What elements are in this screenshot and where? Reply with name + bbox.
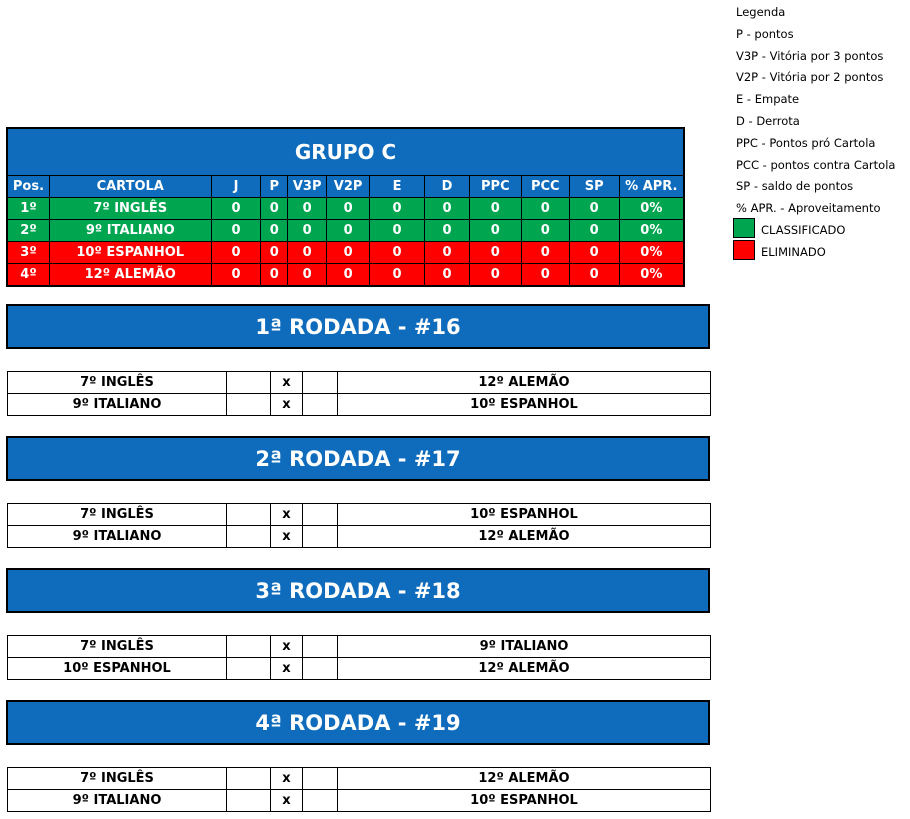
- header-v3p: V3P: [288, 176, 327, 198]
- round-1-matches: [7, 371, 711, 416]
- home-score[interactable]: [227, 526, 271, 548]
- cell-cartola: 9º ITALIANO: [49, 220, 211, 242]
- match-row: [8, 526, 711, 548]
- cell-d: 0: [425, 264, 470, 286]
- legend-item: E - Empate: [736, 92, 800, 106]
- round-1-banner: 1ª RODADA - #16: [6, 304, 710, 349]
- cell-e: 0: [369, 242, 424, 264]
- classificado-swatch: [733, 218, 755, 238]
- legend-item: % APR. - Aproveitamento: [736, 201, 881, 215]
- home-team: 7º INGLÊS: [8, 768, 227, 790]
- cell-v3p: 0: [288, 220, 327, 242]
- header-p: P: [261, 176, 288, 198]
- away-score[interactable]: [303, 394, 338, 416]
- legend-title: Legenda: [736, 5, 786, 19]
- header-apr: % APR.: [619, 176, 683, 198]
- cell-j: 0: [211, 242, 261, 264]
- away-score[interactable]: [303, 768, 338, 790]
- group-title: GRUPO C: [8, 129, 683, 176]
- cell-p: 0: [261, 242, 288, 264]
- header-ppc: PPC: [469, 176, 521, 198]
- cell-e: 0: [369, 264, 424, 286]
- cell-v2p: 0: [327, 198, 370, 220]
- away-score[interactable]: [303, 658, 338, 680]
- away-score[interactable]: [303, 504, 338, 526]
- home-score[interactable]: [227, 790, 271, 812]
- cell-pos: 2º: [8, 220, 49, 242]
- versus: x: [271, 636, 303, 658]
- legend-item: PCC - pontos contra Cartola: [736, 158, 896, 172]
- header-d: D: [425, 176, 470, 198]
- away-team: 12º ALEMÃO: [338, 768, 711, 790]
- cell-j: 0: [211, 220, 261, 242]
- match-row: [8, 790, 711, 812]
- cell-pos: 4º: [8, 264, 49, 286]
- cell-d: 0: [425, 220, 470, 242]
- cell-v2p: 0: [327, 242, 370, 264]
- cell-apr: 0%: [619, 220, 683, 242]
- home-team: 10º ESPANHOL: [8, 658, 227, 680]
- cell-ppc: 0: [469, 220, 521, 242]
- legend-item: D - Derrota: [736, 114, 800, 128]
- round-3-banner: 3ª RODADA - #18: [6, 568, 710, 613]
- cell-p: 0: [261, 220, 288, 242]
- cell-d: 0: [425, 198, 470, 220]
- legend-item: P - pontos: [736, 27, 794, 41]
- match-row: [8, 636, 711, 658]
- home-score[interactable]: [227, 504, 271, 526]
- away-team: 10º ESPANHOL: [338, 790, 711, 812]
- cell-cartola: 12º ALEMÃO: [49, 264, 211, 286]
- home-team: 7º INGLÊS: [8, 636, 227, 658]
- cell-v3p: 0: [288, 264, 327, 286]
- header-v2p: V2P: [327, 176, 370, 198]
- match-row: [8, 504, 711, 526]
- round-3-matches: [7, 635, 711, 680]
- cell-apr: 0%: [619, 264, 683, 286]
- cell-pcc: 0: [521, 242, 569, 264]
- versus: x: [271, 372, 303, 394]
- legend-item: V3P - Vitória por 3 pontos: [736, 49, 884, 63]
- match-row: [8, 768, 711, 790]
- home-score[interactable]: [227, 372, 271, 394]
- cell-apr: 0%: [619, 242, 683, 264]
- away-score[interactable]: [303, 372, 338, 394]
- standings-row: [8, 242, 683, 264]
- cell-e: 0: [369, 198, 424, 220]
- home-team: 9º ITALIANO: [8, 394, 227, 416]
- cell-sp: 0: [569, 198, 619, 220]
- versus: x: [271, 526, 303, 548]
- header-e: E: [369, 176, 424, 198]
- cell-p: 0: [261, 198, 288, 220]
- standings-header-row: [8, 176, 683, 198]
- classificado-label: CLASSIFICADO: [761, 223, 846, 237]
- home-score[interactable]: [227, 768, 271, 790]
- header-pcc: PCC: [521, 176, 569, 198]
- cell-ppc: 0: [469, 242, 521, 264]
- cell-cartola: 7º INGLÊS: [49, 198, 211, 220]
- cell-sp: 0: [569, 242, 619, 264]
- round-2-matches: [7, 503, 711, 548]
- cell-e: 0: [369, 220, 424, 242]
- away-team: 10º ESPANHOL: [338, 504, 711, 526]
- cell-apr: 0%: [619, 198, 683, 220]
- cell-pcc: 0: [521, 264, 569, 286]
- home-score[interactable]: [227, 658, 271, 680]
- cell-v3p: 0: [288, 242, 327, 264]
- cell-j: 0: [211, 198, 261, 220]
- away-team: 9º ITALIANO: [338, 636, 711, 658]
- cell-pos: 3º: [8, 242, 49, 264]
- home-score[interactable]: [227, 636, 271, 658]
- legend-item: SP - saldo de pontos: [736, 179, 854, 193]
- away-team: 12º ALEMÃO: [338, 526, 711, 548]
- home-team: 7º INGLÊS: [8, 372, 227, 394]
- round-2-banner: 2ª RODADA - #17: [6, 436, 710, 481]
- round-4-matches: [7, 767, 711, 812]
- standings-grid: [8, 176, 683, 285]
- standings-row: [8, 220, 683, 242]
- versus: x: [271, 768, 303, 790]
- cell-v3p: 0: [288, 198, 327, 220]
- header-cartola: CARTOLA: [49, 176, 211, 198]
- standings-table: [6, 127, 685, 287]
- versus: x: [271, 658, 303, 680]
- cell-v2p: 0: [327, 264, 370, 286]
- versus: x: [271, 504, 303, 526]
- away-score[interactable]: [303, 790, 338, 812]
- cell-ppc: 0: [469, 264, 521, 286]
- cell-sp: 0: [569, 264, 619, 286]
- header-j: J: [211, 176, 261, 198]
- away-team: 12º ALEMÃO: [338, 658, 711, 680]
- cell-d: 0: [425, 242, 470, 264]
- eliminado-label: ELIMINADO: [761, 245, 826, 259]
- header-sp: SP: [569, 176, 619, 198]
- standings-row: [8, 198, 683, 220]
- versus: x: [271, 394, 303, 416]
- away-score[interactable]: [303, 526, 338, 548]
- cell-ppc: 0: [469, 198, 521, 220]
- cell-pcc: 0: [521, 198, 569, 220]
- standings-row: [8, 264, 683, 286]
- legend-item: V2P - Vitória por 2 pontos: [736, 70, 884, 84]
- away-team: 12º ALEMÃO: [338, 372, 711, 394]
- cell-v2p: 0: [327, 220, 370, 242]
- eliminado-swatch: [733, 240, 755, 260]
- cell-cartola: 10º ESPANHOL: [49, 242, 211, 264]
- home-team: 9º ITALIANO: [8, 526, 227, 548]
- cell-sp: 0: [569, 220, 619, 242]
- away-score[interactable]: [303, 636, 338, 658]
- match-row: [8, 372, 711, 394]
- match-row: [8, 394, 711, 416]
- cell-p: 0: [261, 264, 288, 286]
- round-4-banner: 4ª RODADA - #19: [6, 700, 710, 745]
- home-team: 7º INGLÊS: [8, 504, 227, 526]
- cell-pos: 1º: [8, 198, 49, 220]
- header-pos: Pos.: [8, 176, 49, 198]
- match-row: [8, 658, 711, 680]
- cell-j: 0: [211, 264, 261, 286]
- legend-item: PPC - Pontos pró Cartola: [736, 136, 876, 150]
- cell-pcc: 0: [521, 220, 569, 242]
- away-team: 10º ESPANHOL: [338, 394, 711, 416]
- home-score[interactable]: [227, 394, 271, 416]
- home-team: 9º ITALIANO: [8, 790, 227, 812]
- versus: x: [271, 790, 303, 812]
